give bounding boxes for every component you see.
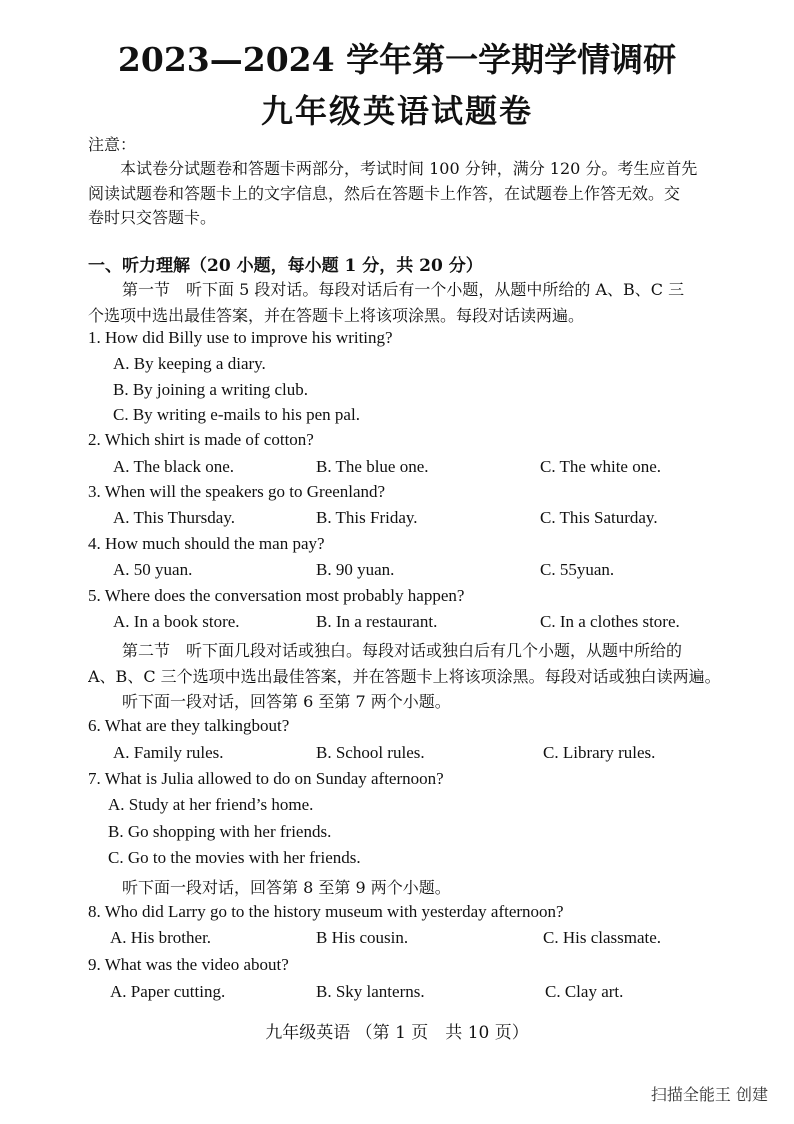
notice-label: 注意： — [88, 135, 137, 154]
question-1-option-b: B. By joining a writing club. — [113, 380, 309, 399]
question-9-option-a: A. Paper cutting. — [110, 982, 226, 1001]
question-7-option-a: A. Study at her friend’s home. — [108, 795, 314, 814]
instruction-questions-8-9: 听下面一段对话，回答第 8 至第 9 两个小题。 — [122, 878, 451, 897]
notice-line2: 阅读试题卷和答题卡上的文字信息，然后在答题卡上作答，在试题卷上作答无效。交 — [88, 184, 681, 203]
question-2-option-c: C. The white one. — [540, 457, 662, 476]
question-8-stem: 8. Who did Larry go to the history museum with yesterday afternoon? — [88, 902, 564, 921]
question-3-stem: 3. When will the speakers go to Greenland? — [88, 482, 386, 501]
part2-instruction-line1: 第二节 听下面几段对话或独白。每段对话或独白后有几个小题，从题中所给的 — [122, 641, 683, 660]
question-6-option-c: C. Library rules. — [543, 743, 656, 762]
part2-instruction-line3: 听下面一段对话，回答第 6 至第 7 两个小题。 — [122, 692, 451, 711]
question-8-option-c: C. His classmate. — [543, 928, 662, 947]
question-4-option-b: B. 90 yuan. — [316, 560, 395, 579]
question-2-stem: 2. Which shirt is made of cotton? — [88, 430, 314, 449]
question-6-option-b: B. School rules. — [316, 743, 425, 762]
question-1-option-a: A. By keeping a diary. — [113, 354, 266, 373]
question-4-option-c: C. 55yuan. — [540, 560, 615, 579]
question-5-stem: 5. Where does the conversation most probably happen? — [88, 586, 465, 605]
question-8-option-b: B His cousin. — [316, 928, 409, 947]
question-3-option-b: B. This Friday. — [316, 508, 418, 527]
part1-instruction-line2: 个选项中选出最佳答案，并在答题卡上将该项涂黑。每段对话读两遍。 — [88, 306, 585, 325]
question-2-option-b: B. The blue one. — [316, 457, 429, 476]
scanner-watermark: 扫描全能王 创建 — [650, 1085, 768, 1104]
question-5-option-c: C. In a clothes store. — [540, 612, 680, 631]
notice-line3: 卷时只交答题卡。 — [88, 208, 217, 227]
question-4-option-a: A. 50 yuan. — [113, 560, 193, 579]
question-4-stem: 4. How much should the man pay? — [88, 534, 325, 553]
question-3-option-a: A. This Thursday. — [113, 508, 235, 527]
question-5-option-b: B. In a restaurant. — [316, 612, 438, 631]
question-3-option-c: C. This Saturday. — [540, 508, 658, 527]
question-9-option-c: C. Clay art. — [545, 982, 624, 1001]
question-6-option-a: A. Family rules. — [113, 743, 224, 762]
question-7-option-c: C. Go to the movies with her friends. — [108, 848, 361, 867]
section-heading-listening: 一、听力理解（20 小题，每小题 1 分，共 20 分） — [88, 256, 483, 276]
notice-line1: 本试卷分试题卷和答题卡两部分，考试时间 100 分钟，满分 120 分。考生应首先 — [120, 159, 698, 178]
question-1-option-c: C. By writing e-mails to his pen pal. — [113, 405, 360, 424]
question-2-option-a: A. The black one. — [113, 457, 235, 476]
question-1-stem: 1. How did Billy use to improve his writing? — [88, 328, 393, 347]
part1-instruction-line1: 第一节 听下面 5 段对话。每段对话后有一个小题，从题中所给的 A、B、C 三 — [122, 280, 685, 299]
question-9-stem: 9. What was the video about? — [88, 955, 289, 974]
part2-instruction-line2: A、B、C 三个选项中选出最佳答案，并在答题卡上将该项涂黑。每段对话或独白读两遍。 — [88, 667, 721, 686]
exam-title-line1: 2023—2024 学年第一学期学情调研 — [117, 40, 677, 79]
question-6-stem: 6. What are they talkingbout? — [88, 716, 290, 735]
question-9-option-b: B. Sky lanterns. — [316, 982, 425, 1001]
question-7-option-b: B. Go shopping with her friends. — [108, 822, 332, 841]
exam-title-line2: 九年级英语试题卷 — [260, 92, 533, 130]
question-7-stem: 7. What is Julia allowed to do on Sunday afternoon? — [88, 769, 444, 788]
page-footer: 九年级英语 （第 1 页 共 10 页） — [265, 1023, 529, 1043]
question-8-option-a: A. His brother. — [110, 928, 212, 947]
question-5-option-a: A. In a book store. — [113, 612, 240, 631]
